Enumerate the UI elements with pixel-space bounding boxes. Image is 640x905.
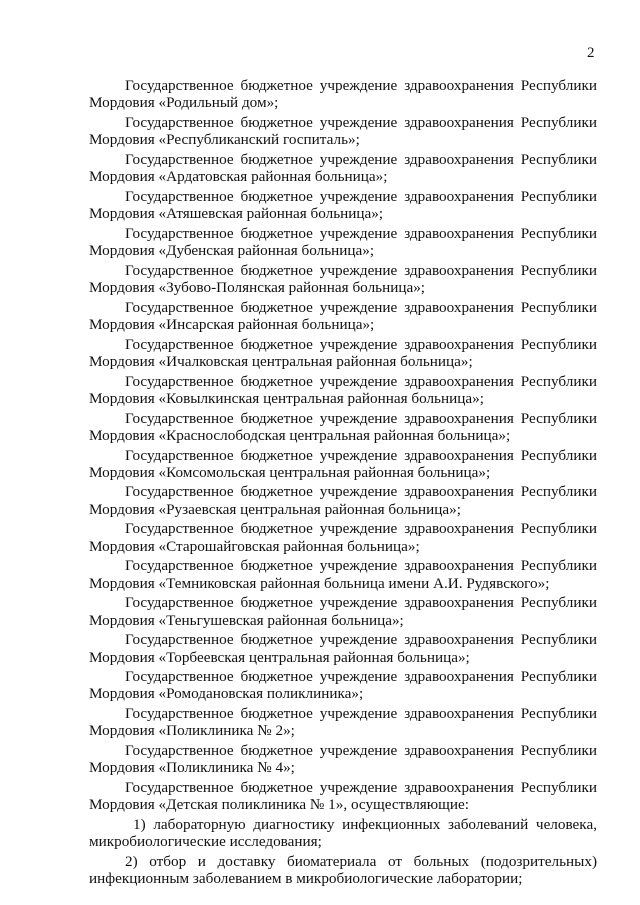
institution-paragraph: Государственное бюджетное учреждение здравоохранения Республики Мордовия «Ромодановская поликлиника»; xyxy=(89,668,597,703)
institution-paragraph: Государственное бюджетное учреждение здравоохранения Республики Мордовия «Старошайговская районная больница»; xyxy=(89,520,597,555)
institution-paragraph: Государственное бюджетное учреждение здравоохранения Республики Мордовия «Поликлиника № 2»; xyxy=(89,705,597,740)
institution-paragraph: Государственное бюджетное учреждение здравоохранения Республики Мордовия «Рузаевская центральная районная больница»; xyxy=(89,483,597,518)
institution-paragraph: Государственное бюджетное учреждение здравоохранения Республики Мордовия «Республиканский госпиталь»; xyxy=(89,113,597,149)
institution-paragraph: Государственное бюджетное учреждение здравоохранения Республики Мордовия «Ичалковская центральная районная больница»; xyxy=(89,335,597,370)
institution-paragraph: Государственное бюджетное учреждение здравоохранения Республики Мордовия «Поликлиника № 4»; xyxy=(89,742,597,777)
institution-paragraph: Государственное бюджетное учреждение здравоохранения Республики Мордовия «Зубово-Полянская районная больница»; xyxy=(89,261,597,296)
institution-paragraph: Государственное бюджетное учреждение здравоохранения Республики Мордовия «Родильный дом»; xyxy=(89,77,597,112)
document-body xyxy=(89,77,597,890)
institution-paragraph: Государственное бюджетное учреждение здравоохранения Республики Мордовия «Детская поликлиника № 1», осуществляющие: xyxy=(89,779,597,814)
numbered-item: 2) отбор и доставку биоматериала от больных (подозрительных) инфекционным заболеванием в микробиологические лаборатории; xyxy=(89,853,597,888)
institution-paragraph: Государственное бюджетное учреждение здравоохранения Республики Мордовия «Ковылкинская центральная районная больница»; xyxy=(89,372,597,407)
institution-paragraph: Государственное бюджетное учреждение здравоохранения Республики Мордовия «Теньгушевская районная больница»; xyxy=(89,594,597,629)
page-number: 2 xyxy=(587,45,595,61)
institution-paragraph: Государственное бюджетное учреждение здравоохранения Республики Мордовия «Атяшевская районная больница»; xyxy=(89,187,597,223)
numbered-item: 1) лабораторную диагностику инфекционных заболеваний человека, микробиологические исследования; xyxy=(89,816,597,851)
institution-paragraph: Государственное бюджетное учреждение здравоохранения Республики Мордовия «Дубенская районная больница»; xyxy=(89,224,597,260)
institution-paragraph: Государственное бюджетное учреждение здравоохранения Республики Мордовия «Ардатовская районная больница»; xyxy=(89,150,597,186)
institution-paragraph: Государственное бюджетное учреждение здравоохранения Республики Мордовия «Краснослободская центральная районная больница»; xyxy=(89,409,597,444)
institution-paragraph: Государственное бюджетное учреждение здравоохранения Республики Мордовия «Инсарская районная больница»; xyxy=(89,298,597,333)
institution-paragraph: Государственное бюджетное учреждение здравоохранения Республики Мордовия «Торбеевская центральная районная больница»; xyxy=(89,631,597,666)
institution-paragraph: Государственное бюджетное учреждение здравоохранения Республики Мордовия «Темниковская районная больница имени А.И. Рудявского»; xyxy=(89,557,597,592)
institution-paragraph: Государственное бюджетное учреждение здравоохранения Республики Мордовия «Комсомольская центральная районная больница»; xyxy=(89,446,597,481)
